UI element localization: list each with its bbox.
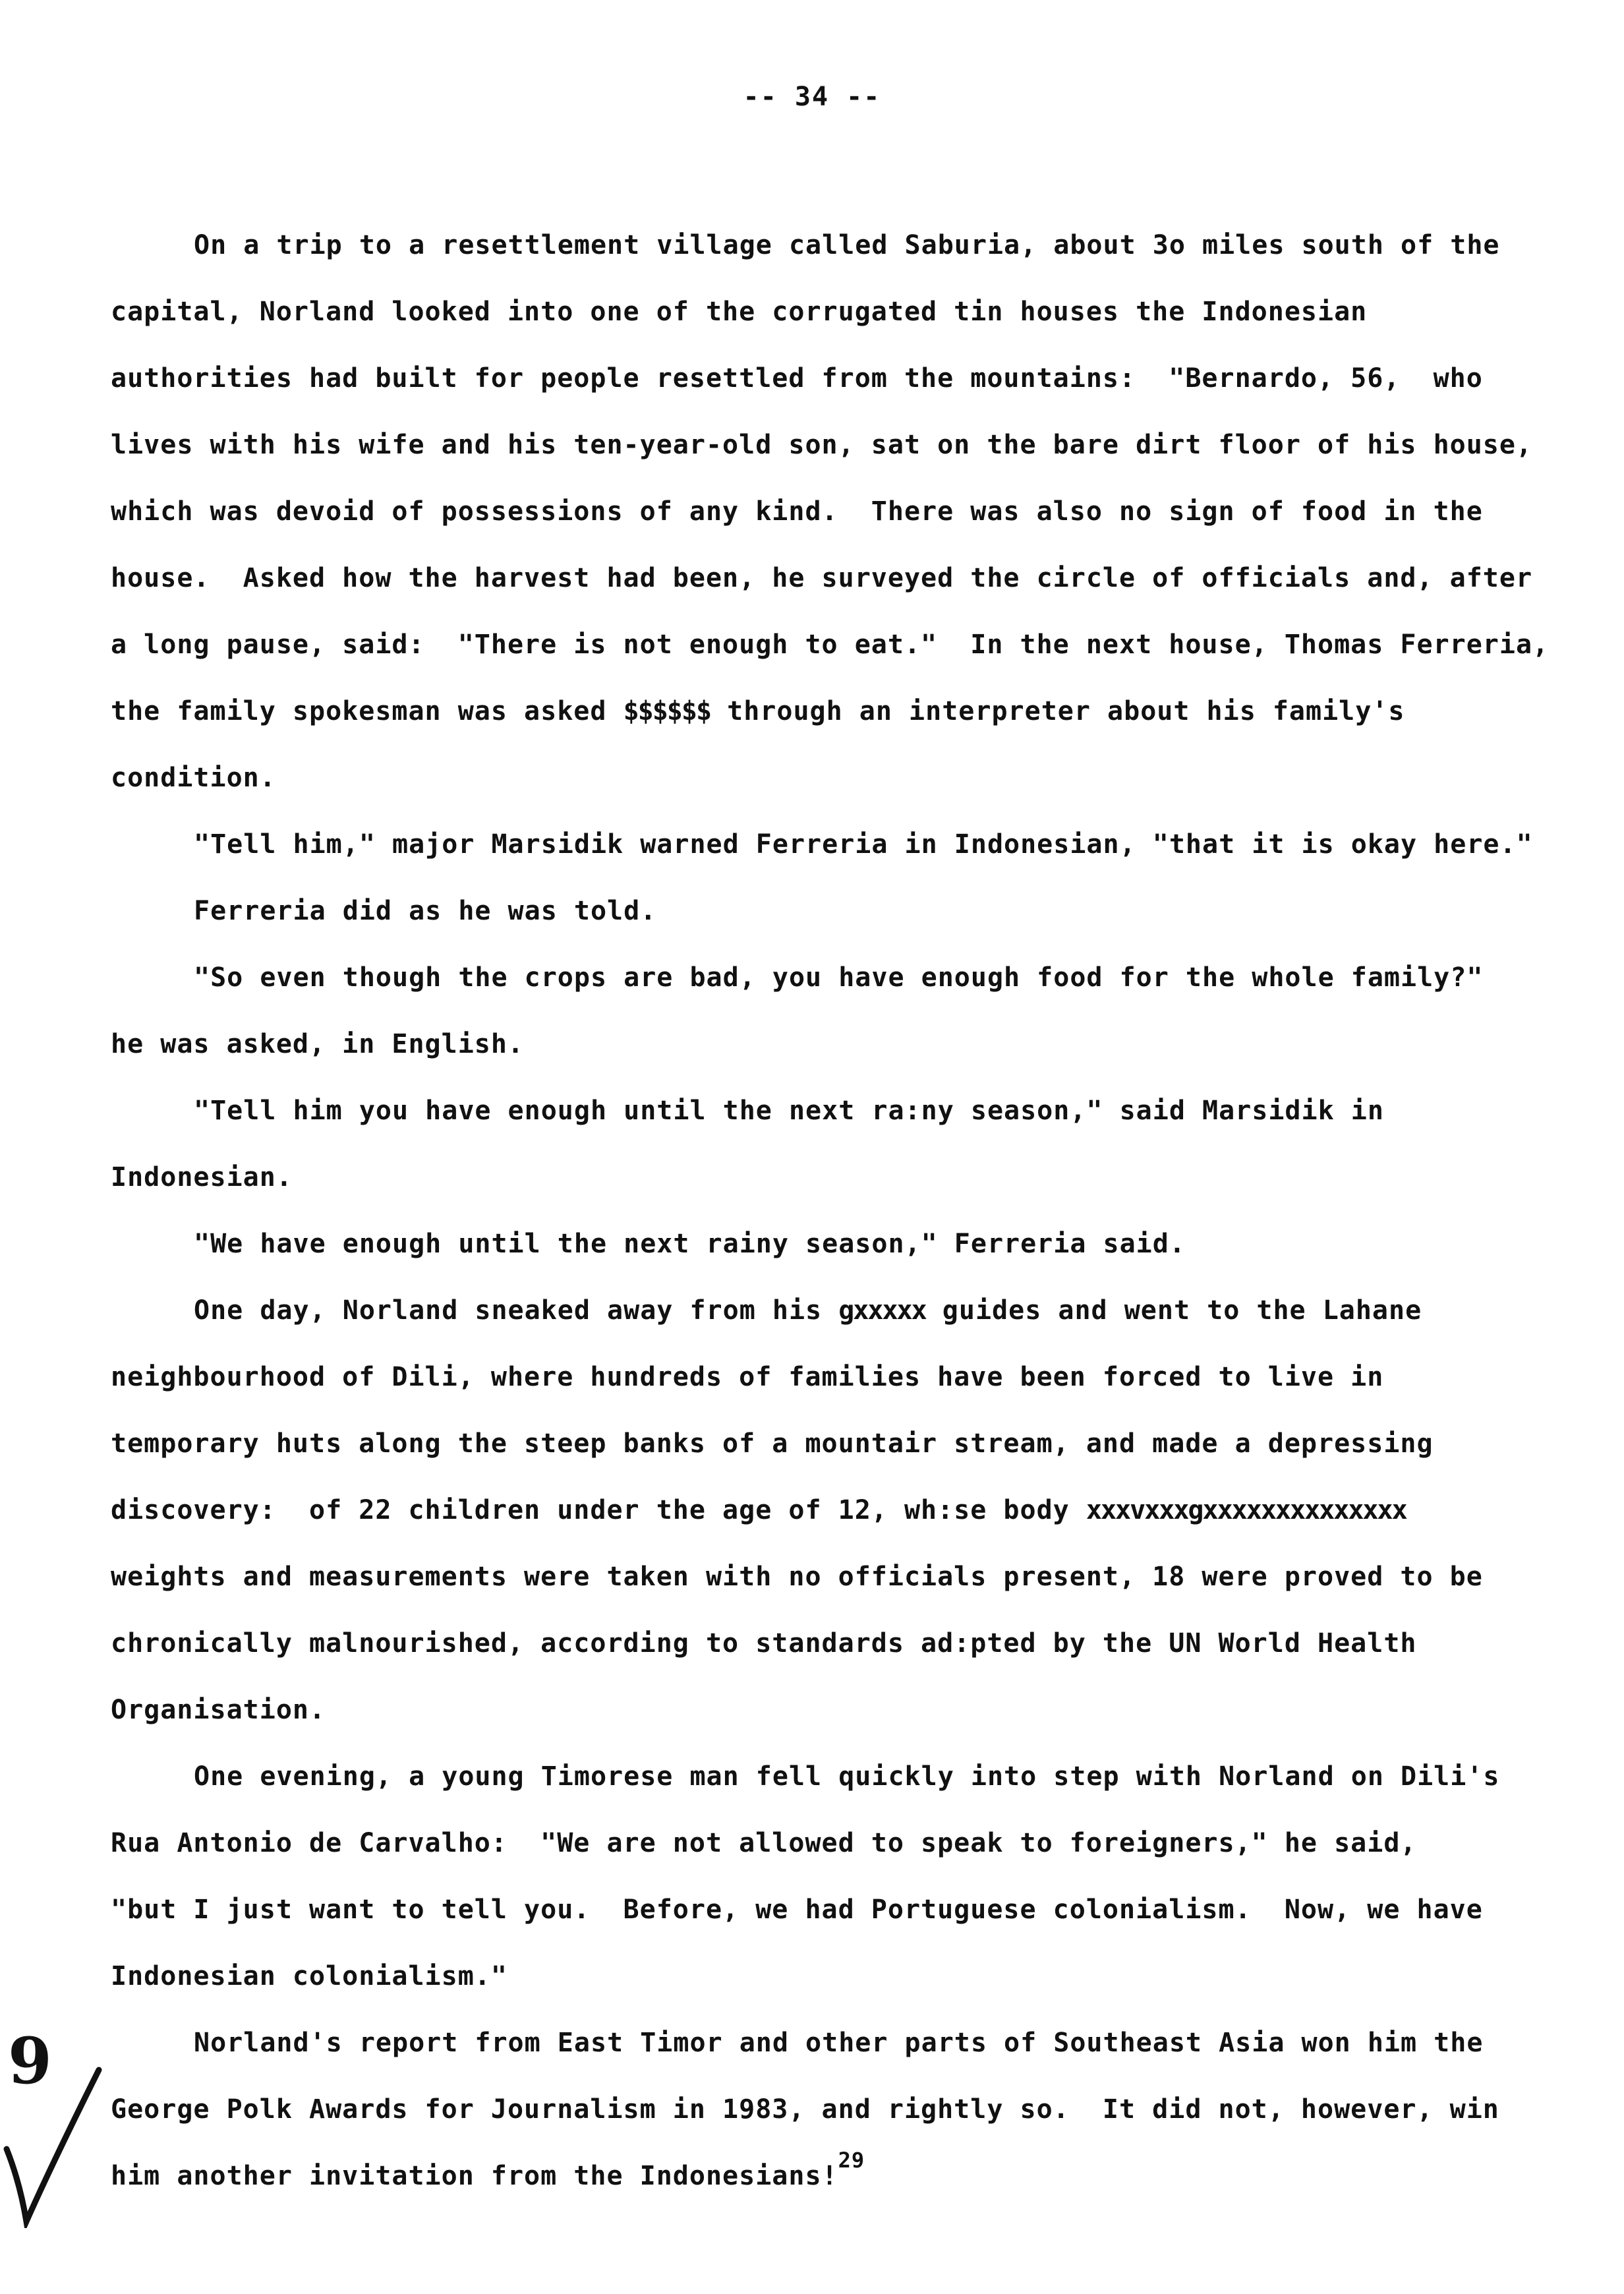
text-line (111, 612, 1561, 678)
text-line (111, 1078, 1561, 1144)
line-text: Ferreria did as he was told. (194, 896, 657, 926)
text-line (111, 1943, 1561, 2010)
line-text: capital, Norland looked into one of the corrugated tin houses the Indonesian (111, 297, 1368, 327)
line-text: "We have enough until the next rainy season," Ferreria said. (194, 1229, 1186, 1259)
line-text: Rua Antonio de Carvalho: "We are not allowed to speak to foreigners," he said, (111, 1828, 1417, 1858)
line-text: chronically malnourished, according to standards ad:pted by the UN World Health (111, 1628, 1417, 1659)
text-line (111, 1344, 1561, 1411)
line-text: a long pause, said: "There is not enough to eat." In the next house, Thomas Ferreria, (111, 630, 1550, 660)
text-line (111, 678, 1561, 745)
line-text: the family spokesman was asked (111, 696, 607, 726)
line-text: weights and measurements were taken with no officials present, 18 were proved to be (111, 1562, 1483, 1592)
text-line (111, 1610, 1561, 1677)
text-line (111, 279, 1561, 345)
line-text: temporary huts along the steep banks of a mountair stream, and made a depressing (111, 1428, 1434, 1459)
line-text: house. Asked how the harvest had been, he surveyed the circle of officials and, after (111, 563, 1533, 593)
line-text: condition. (111, 763, 276, 793)
text-line (111, 1810, 1561, 1877)
line-text: neighbourhood of Dili, where hundreds of families have been forced to live in (111, 1362, 1384, 1392)
line-text: Indonesian. (111, 1162, 293, 1192)
line-text: Organisation. (111, 1695, 326, 1725)
line-text-continued: guides and went to the Lahane (925, 1295, 1422, 1326)
line-text: him another invitation from the Indonesians! (111, 2161, 838, 2191)
text-line (111, 1477, 1561, 1544)
line-text: On a trip to a resettlement village called Saburia, about 3o miles south of the (194, 230, 1500, 260)
line-text: "but I just want to tell you. Before, we had Portuguese colonialism. Now, we have (111, 1895, 1483, 1925)
footnote-reference: 29 (838, 2148, 865, 2173)
line-text: One evening, a young Timorese man fell quickly into step with Norland on Dili's (194, 1761, 1500, 1792)
text-line (111, 2010, 1561, 2076)
line-text: lives with his wife and his ten-year-old son, sat on the bare dirt floor of his house, (111, 430, 1533, 460)
text-line (111, 412, 1561, 479)
line-text: "Tell him you have enough until the next ra:ny season," said Marsidik in (194, 1096, 1384, 1126)
text-line (111, 1877, 1561, 1943)
line-text: Indonesian colonialism." (111, 1961, 508, 1991)
page-number: -- 34 -- (743, 82, 881, 112)
struck-out-text: gxxxxx (838, 1295, 926, 1326)
line-text: "Tell him," major Marsidik warned Ferreria in Indonesian, "that it is okay here." (194, 829, 1533, 860)
line-text: George Polk Awards for Journalism in 1983, and rightly so. It did not, however, win (111, 2094, 1499, 2125)
text-line (111, 1544, 1561, 1610)
text-line (111, 1011, 1561, 1078)
line-text: Norland's report from East Timor and other parts of Southeast Asia won him the (194, 2028, 1484, 2058)
text-line (111, 345, 1561, 412)
margin-number: 9 (8, 2030, 52, 2098)
text-line (111, 1211, 1561, 1278)
text-line (111, 1278, 1561, 1344)
text-line (111, 2076, 1561, 2143)
text-line (111, 2143, 1561, 2210)
typewritten-body (111, 212, 1561, 2210)
text-line (111, 945, 1561, 1011)
line-text: "So even though the crops are bad, you have enough food for the whole family?" (194, 962, 1484, 993)
text-line (111, 1744, 1561, 1810)
line-text: he was asked, in English. (111, 1029, 525, 1059)
line-text: which was devoid of possessions of any kind. There was also no sign of food in the (111, 496, 1483, 527)
text-line (111, 1411, 1561, 1477)
line-text: authorities had built for people resettled from the mountains: "Bernardo, 56, who (111, 363, 1483, 394)
text-line (111, 811, 1561, 878)
text-line (111, 745, 1561, 811)
handwritten-check-mark (0, 2030, 105, 2228)
line-text: One day, Norland sneaked away from his (194, 1295, 823, 1326)
text-line (111, 479, 1561, 545)
line-text-continued: through an interpreter about his family's (710, 696, 1405, 726)
struck-out-text: $$$$$$ (623, 696, 711, 726)
text-line (111, 1677, 1561, 1744)
text-line (111, 878, 1561, 945)
struck-out-text: xxxvxxxgxxxxxxxxxxxxxx (1086, 1495, 1406, 1525)
text-line (111, 545, 1561, 612)
text-line (111, 212, 1561, 279)
text-line (111, 1144, 1561, 1211)
line-text: discovery: of 22 children under the age of 12, wh:se body (111, 1495, 1070, 1525)
